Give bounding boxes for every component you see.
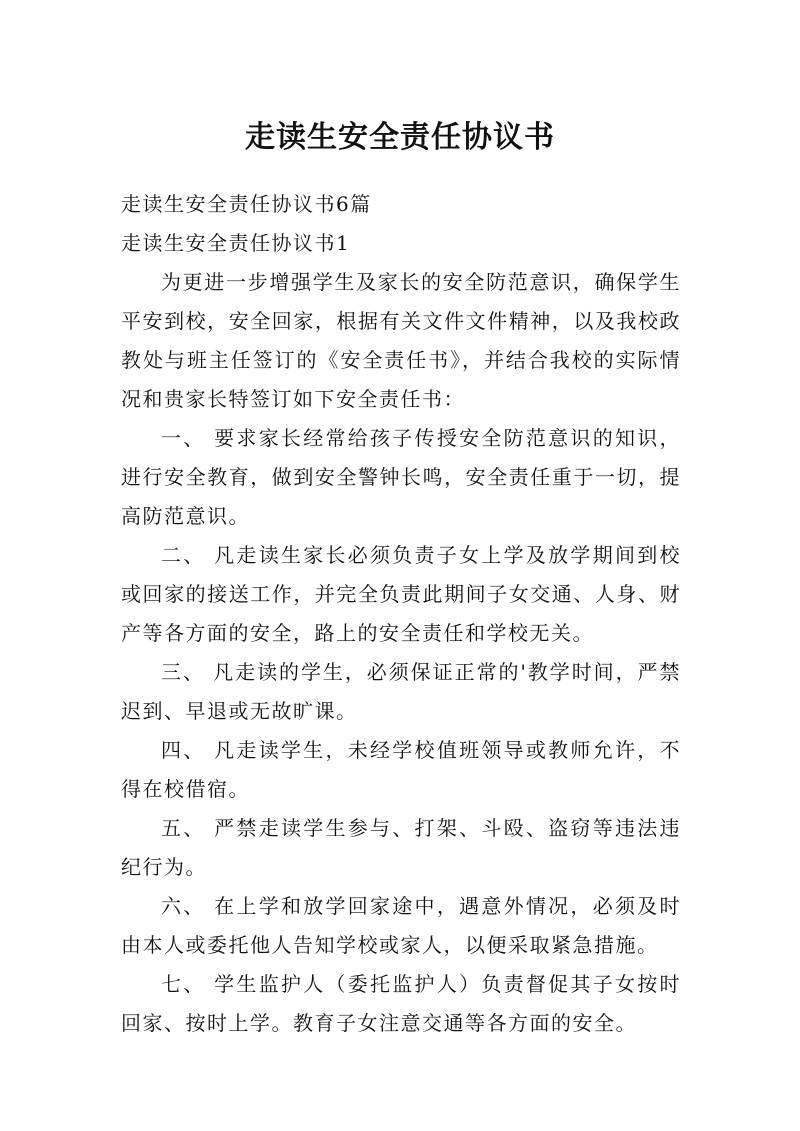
clause-6: 六、 在上学和放学回家途中，遇意外情况，必须及时由本人或委托他人告知学校或家人，以便采取紧急措施。 <box>121 894 681 957</box>
document-title: 走读生安全责任协议书 <box>245 120 555 156</box>
document-body <box>121 185 681 1043</box>
clause-4: 四、 凡走读学生，未经学校值班领导或教师允许，不得在校借宿。 <box>121 738 681 801</box>
clause-2: 二、 凡走读生家长必须负责子女上学及放学期间到校或回家的接送工作，并完全负责此期间子女交通、人身、财产等各方面的安全，路上的安全责任和学校无关。 <box>121 543 681 645</box>
document-subtitle: 走读生安全责任协议书6篇 <box>121 192 372 216</box>
clause-1: 一、 要求家长经常给孩子传授安全防范意识的知识，进行安全教育，做到安全警钟长鸣，安全责任重于一切，提高防范意识。 <box>121 426 681 528</box>
clause-7: 七、 学生监护人（委托监护人）负责督促其子女按时回家、按时上学。教育子女注意交通等各方面的安全。 <box>121 972 681 1035</box>
intro-paragraph: 为更进一步增强学生及家长的安全防范意识，确保学生平安到校，安全回家，根据有关文件文件精神，以及我校政教处与班主任签订的《安全责任书》，并结合我校的实际情况和贵家长特签订如下安全责任书： <box>121 270 681 411</box>
section-heading: 走读生安全责任协议书1 <box>121 231 351 255</box>
clause-5: 五、 严禁走读学生参与、打架、斗殴、盗窃等违法违纪行为。 <box>121 816 681 879</box>
clause-3: 三、 凡走读的学生，必须保证正常的'教学时间，严禁迟到、早退或无故旷课。 <box>121 660 681 723</box>
